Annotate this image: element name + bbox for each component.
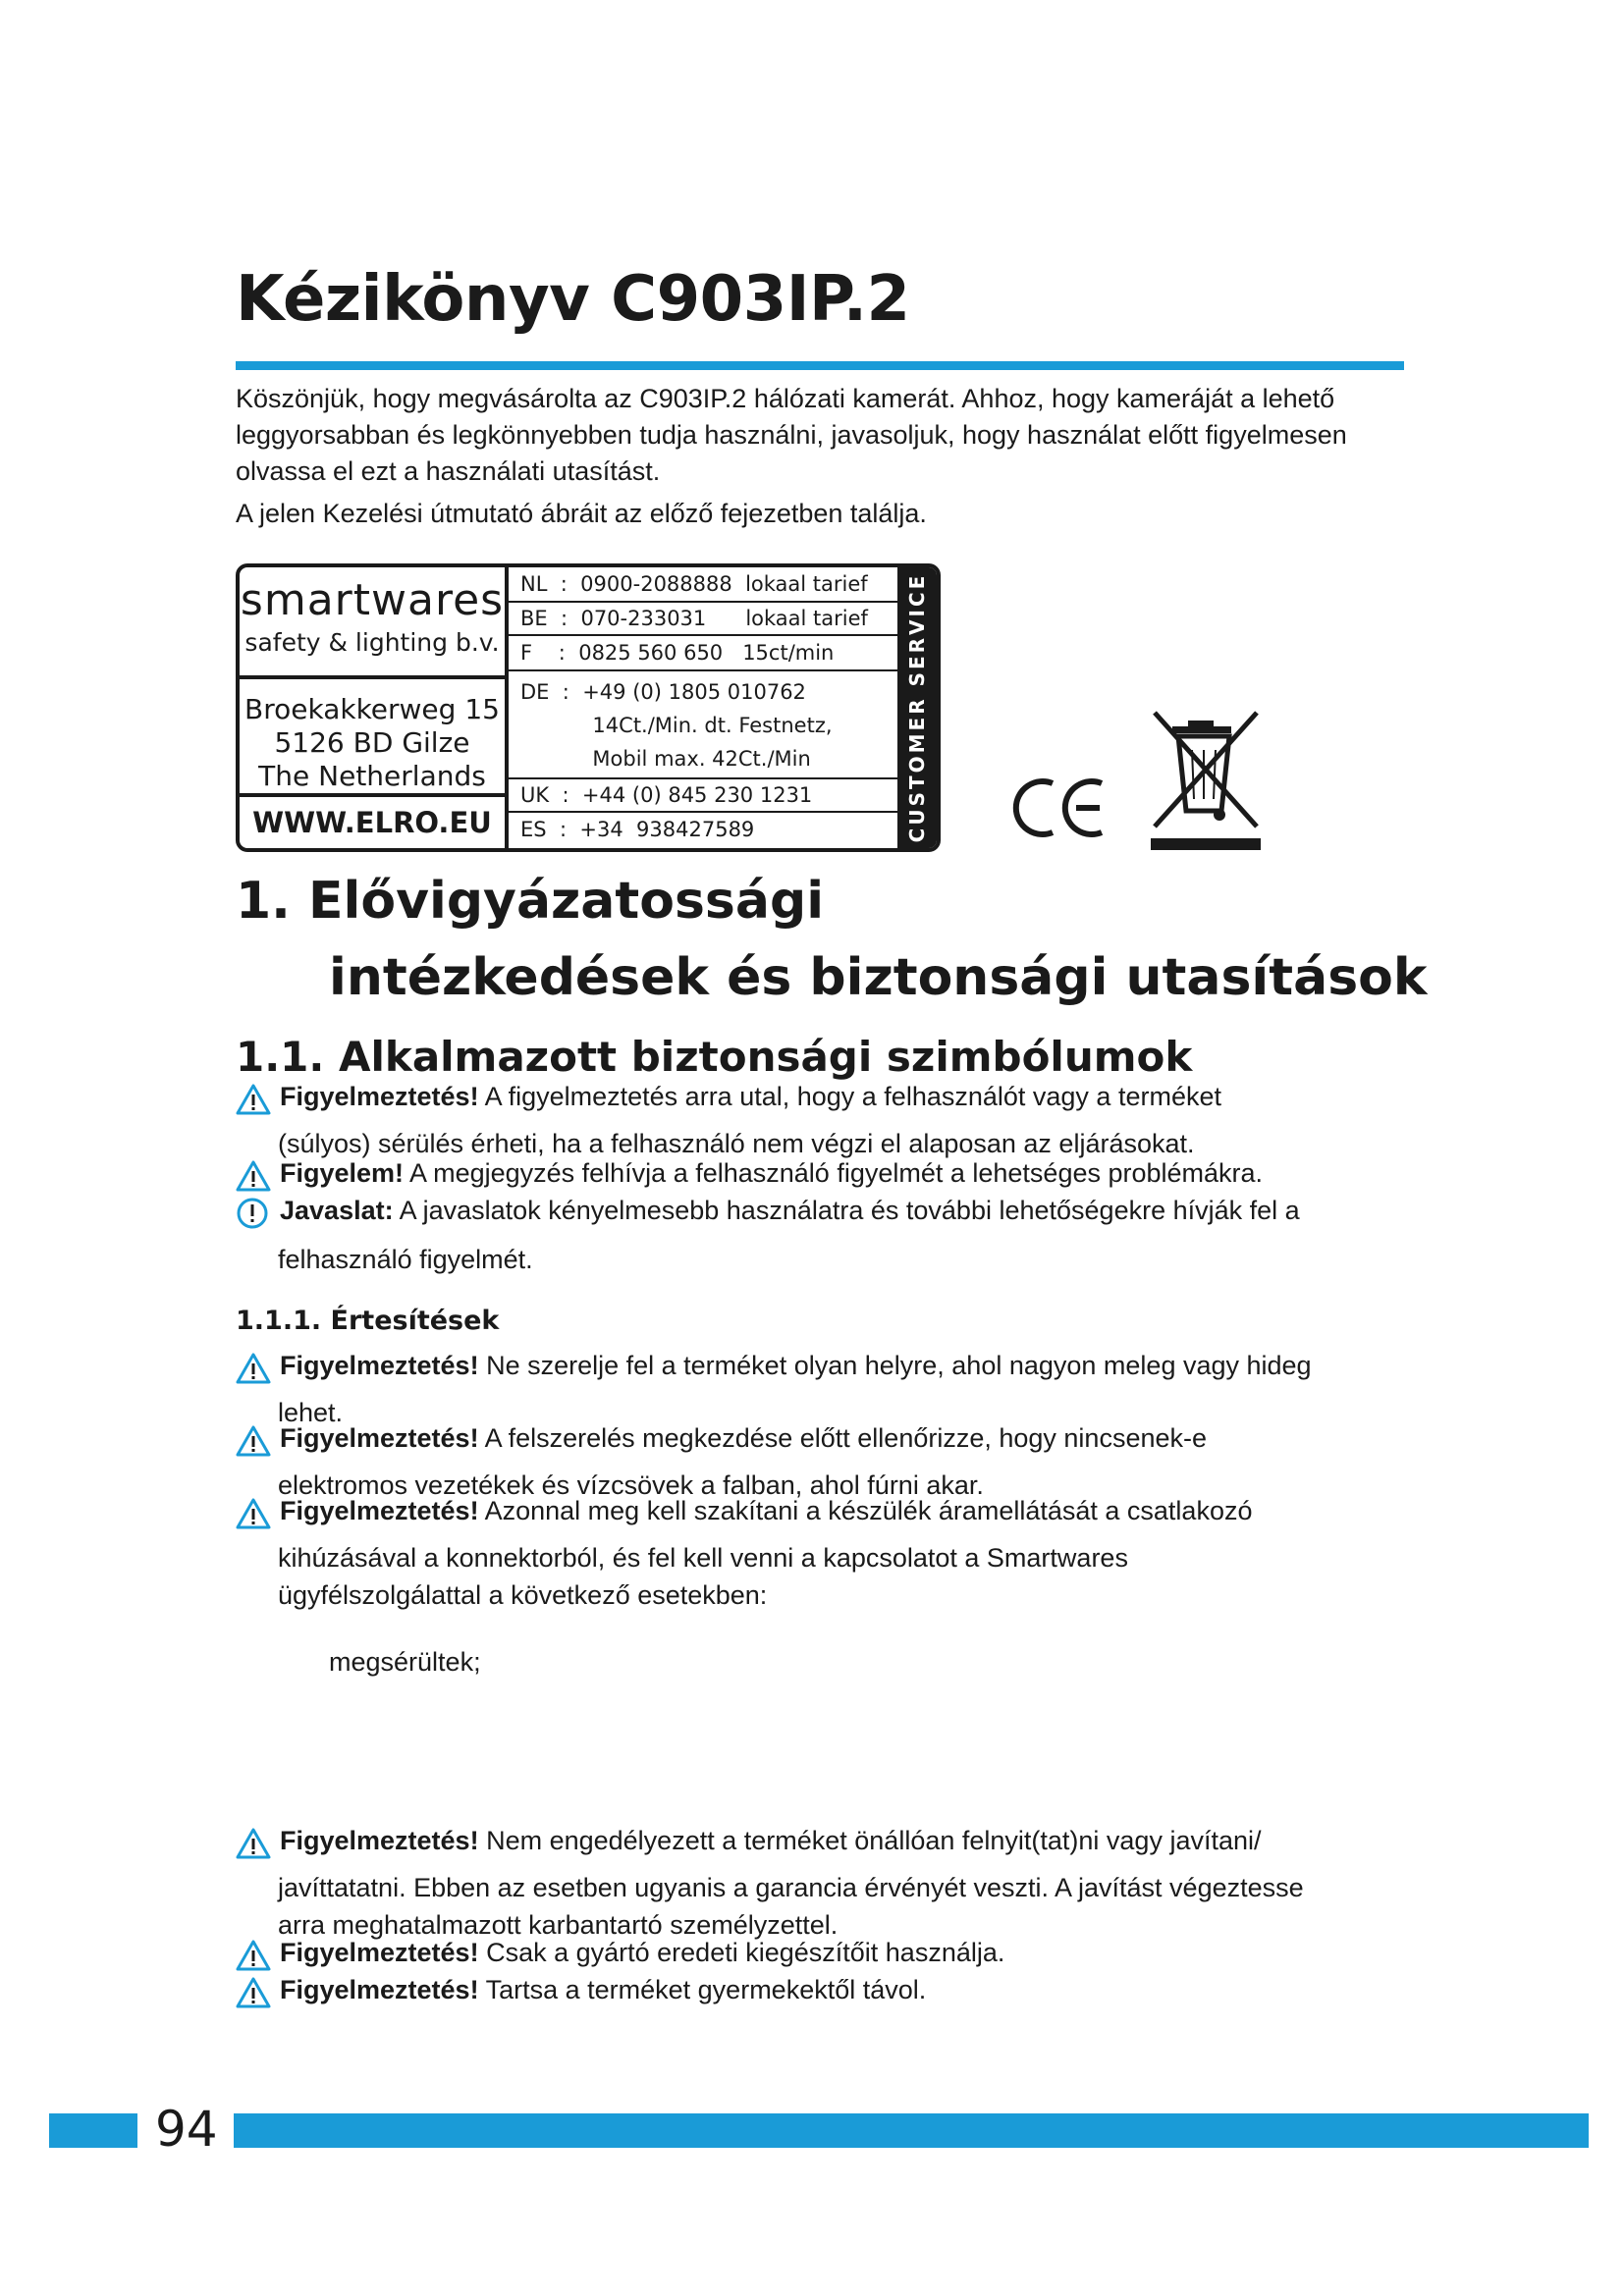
phone-row: NL : 0900-2088888 lokaal tarief	[509, 567, 897, 603]
weee-bin-icon	[1147, 705, 1265, 852]
phone-row: ES : +34 938427589	[520, 818, 755, 841]
brand-block	[240, 567, 505, 679]
address-block	[240, 679, 505, 797]
symbol-item	[236, 1078, 1414, 1162]
item-text-cont: ügyfélszolgálattal a következő esetekben:	[278, 1580, 768, 1610]
item-text: Azonnal meg kell szakítani a készülék áramellátását a csatlakozó	[478, 1496, 1253, 1525]
warning-triangle-icon	[236, 1347, 280, 1394]
address-line: Broekakkerweg 15	[244, 693, 500, 725]
address-line: The Netherlands	[258, 760, 486, 792]
item-text: Ne szerelje fel a terméket olyan helyre, ahol nagyon meleg vagy hideg	[478, 1351, 1312, 1380]
footer-bar-right	[234, 2113, 1589, 2148]
item-label: Figyelmeztetés!	[280, 1496, 479, 1525]
intro-text	[236, 381, 1414, 532]
customer-service-strip	[897, 567, 937, 848]
customer-service-text: CUSTOMER SERVICE	[905, 572, 929, 843]
item-label: Figyelmeztetés!	[280, 1826, 479, 1855]
ce-mark-icon	[1011, 774, 1110, 842]
phone-row: DE : +49 (0) 1805 010762 14Ct./Min. dt. Festnetz, Mobil max. 42Ct./Min	[509, 671, 897, 779]
warning-triangle-icon	[236, 1078, 280, 1125]
page-title: Kézikönyv C903IP.2	[236, 263, 910, 336]
item-text: Csak a gyártó eredeti kiegészítőit használja.	[478, 1938, 1005, 1967]
warning-item	[236, 1971, 1414, 2018]
sub-list-item: megsérültek;	[329, 1647, 481, 1677]
brand-name: smartwares	[240, 575, 505, 625]
item-label: Javaslat:	[280, 1196, 394, 1225]
item-text-cont: kihúzásával a konnektorból, és fel kell venni a kapcsolatot a Smartwares	[278, 1543, 1128, 1573]
section-1-heading: 1. Elővigyázatossági	[236, 872, 825, 931]
item-text-cont: lehet.	[278, 1398, 344, 1427]
item-text-cont: (súlyos) sérülés érheti, ha a felhasználó nem végzi el alaposan az eljárásokat.	[278, 1129, 1195, 1158]
footer-bar-left	[49, 2113, 137, 2148]
manufacturer-label	[236, 563, 941, 852]
item-label: Figyelem!	[280, 1158, 405, 1188]
warning-item	[236, 1822, 1414, 1944]
phone-table	[509, 567, 897, 848]
warning-triangle-icon	[236, 1822, 280, 1869]
warning-item	[236, 1492, 1414, 1614]
title-underline	[236, 361, 1404, 370]
item-text: A felszerelés megkezdése előtt ellenőrizze, hogy nincsenek-e	[478, 1423, 1207, 1453]
brand-subtitle: safety & lighting b.v.	[244, 628, 500, 657]
item-text-cont: arra meghatalmazott karbantartó személyzettel.	[278, 1910, 839, 1940]
address-line: 5126 BD Gilze	[274, 726, 470, 759]
section-1-1-1-heading: 1.1.1. Értesítések	[236, 1306, 500, 1336]
item-text: A megjegyzés felhívja a felhasználó figyelmét a lehetséges problémákra.	[404, 1158, 1264, 1188]
item-label: Figyelmeztetés!	[280, 1938, 479, 1967]
item-text-cont: javíttatatni. Ebben az esetben ugyanis a garancia érvényét veszti. A javítást végeztesse	[278, 1873, 1304, 1902]
item-label: Figyelmeztetés!	[280, 1975, 479, 2004]
phone-row: UK : +44 (0) 845 230 1231	[509, 779, 897, 813]
warning-triangle-icon	[236, 1492, 280, 1539]
item-label: Figyelmeztetés!	[280, 1423, 479, 1453]
item-text: A javaslatok kényelmesebb használatra és további lehetőségekre hívják fel a	[393, 1196, 1300, 1225]
warning-triangle-icon	[236, 1419, 280, 1467]
intro-paragraph: Köszönjük, hogy megvásárolta az C903IP.2 hálózati kamerát. Ahhoz, hogy kameráját a lehető leggyorsabban és legkönnyebben tudja használni, javasoljuk, hogy használat előtt figyelmesen olvassa el ezt a használati utasítást.	[236, 384, 1347, 486]
item-label: Figyelmeztetés!	[280, 1351, 479, 1380]
page-number: 94	[155, 2101, 218, 2158]
item-text: A figyelmeztetés arra utal, hogy a felhasználót vagy a terméket	[478, 1082, 1221, 1111]
phone-row: BE : 070-233031 lokaal tarief	[509, 603, 897, 636]
item-text-cont: felhasználó figyelmét.	[278, 1245, 533, 1274]
section-1-heading-cont: intézkedések és biztonsági utasítások	[329, 948, 1428, 1007]
item-text: Tartsa a terméket gyermekektől távol.	[478, 1975, 927, 2004]
item-text: Nem engedélyezett a terméket önállóan felnyit(tat)ni vagy javítani/	[478, 1826, 1262, 1855]
item-text-cont: elektromos vezetékek és vízcsövek a falban, ahol fúrni akar.	[278, 1470, 984, 1500]
item-label: Figyelmeztetés!	[280, 1082, 479, 1111]
section-1-1-heading: 1.1. Alkalmazott biztonsági szimbólumok	[236, 1033, 1193, 1081]
symbol-item	[236, 1192, 1414, 1278]
warning-triangle-icon	[236, 1971, 280, 2018]
info-circle-icon	[236, 1192, 280, 1241]
intro-paragraph-figures: A jelen Kezelési útmutató ábráit az előző fejezetben találja.	[236, 499, 927, 528]
phone-row: F : 0825 560 650 15ct/min	[509, 636, 897, 671]
website: WWW.ELRO.EU	[252, 806, 492, 839]
